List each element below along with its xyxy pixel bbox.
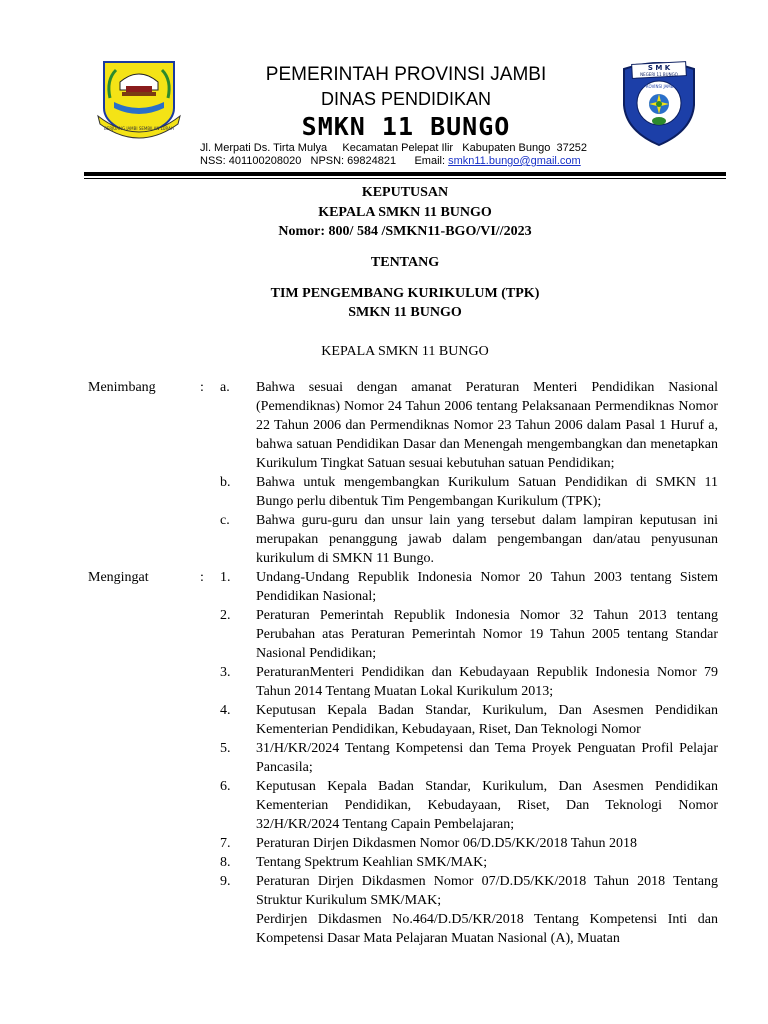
section-label bbox=[88, 511, 198, 568]
clause-row bbox=[88, 568, 718, 606]
clause-row bbox=[88, 777, 718, 834]
shield-top-text: S M K bbox=[647, 64, 671, 72]
smk-shield-logo-icon bbox=[620, 57, 698, 147]
clause-text: Keputusan Kepala Badan Standar, Kurikulum, Dan Asesmen Pendidikan Kementerian Pendidikan, Kebudayaan, Riset, Dan Teknologi Nomor 32/H/KR/2024 Tentang Capain Pembelajaran; bbox=[256, 779, 718, 832]
clause-text: Perdirjen Dikdasmen No.464/D.D5/KR/2018 Tentang Kompetensi Inti dan Kompetensi Dasar Mata Pelajaran Muatan Nasional (A), Muatan bbox=[256, 912, 718, 946]
clause-row bbox=[88, 663, 718, 701]
section-label bbox=[88, 606, 198, 663]
clause-row bbox=[88, 853, 718, 872]
government-name: PEMERINTAH PROVINSI JAMBI bbox=[265, 64, 547, 85]
clause-text: PeraturanMenteri Pendidikan dan Kebudayaan Republik Indonesia Nomor 79 Tahun 2014 Tentang Muatan Lokal Kurikulum 2013; bbox=[256, 665, 718, 699]
clause-text: Undang-Undang Republik Indonesia Nomor 20 Tahun 2003 tentang Sistem Pendidikan Nasional; bbox=[256, 570, 718, 604]
clause-number: 1. bbox=[220, 570, 231, 585]
recalling-section bbox=[88, 568, 718, 948]
section-label bbox=[88, 834, 198, 853]
clause-number: 6. bbox=[220, 779, 231, 794]
clause-text: Keputusan Kepala Badan Standar, Kurikulum, Dan Asesmen Pendidikan Kementerian Pendidikan, Kebudayaan, Riset, Dan Teknologi Nomor bbox=[256, 703, 718, 737]
section-label bbox=[88, 473, 198, 511]
school-contact bbox=[200, 155, 620, 168]
clause-text: 31/H/KR/2024 Tentang Kompetensi dan Tema Proyek Penguatan Profil Pelajar Pancasila; bbox=[256, 741, 718, 775]
clause-number: b. bbox=[220, 475, 231, 490]
section-label: Menimbang bbox=[88, 380, 156, 395]
section-colon bbox=[198, 606, 220, 663]
section-colon bbox=[198, 872, 220, 910]
decree-number: Nomor: 800/ 584 /SMKN11-BGO/VI//2023 bbox=[278, 224, 532, 239]
section-colon: : bbox=[200, 570, 204, 585]
decree-heading: KEPUTUSAN bbox=[361, 185, 449, 200]
shield-ring-text: PROVINSI JAMBI bbox=[643, 84, 675, 89]
clause-number: 7. bbox=[220, 836, 231, 851]
clause-row bbox=[88, 606, 718, 663]
clause-row bbox=[88, 701, 718, 739]
clause-number: c. bbox=[220, 513, 230, 528]
section-label bbox=[88, 739, 198, 777]
clause-row bbox=[88, 834, 718, 853]
section-colon bbox=[198, 853, 220, 872]
section-label bbox=[88, 777, 198, 834]
clause-row bbox=[88, 511, 718, 568]
clause-number: 3. bbox=[220, 665, 231, 680]
clause-number: 2. bbox=[220, 608, 231, 623]
clause-row bbox=[88, 910, 718, 948]
letterhead-rule-thick bbox=[84, 172, 726, 176]
section-label bbox=[88, 872, 198, 910]
decree-about: TENTANG bbox=[370, 255, 440, 270]
clause-number bbox=[220, 910, 256, 948]
section-label bbox=[88, 910, 198, 948]
section-colon bbox=[198, 511, 220, 568]
section-label bbox=[88, 853, 198, 872]
clause-row bbox=[88, 473, 718, 511]
clause-text: Bahwa guru-guru dan unsur lain yang tersebut dalam lampiran keputusan ini merupakan penanggung jawab dalam pengembangan dan/atau penyusunan kurikulum di SMKN 11 Bungo. bbox=[256, 513, 718, 566]
email-link[interactable]: smkn11.bungo@gmail.com bbox=[448, 155, 581, 167]
clause-text: Bahwa sesuai dengan amanat Peraturan Menteri Pendidikan Nasional (Pemendiknas) Nomor 24 Tahun 2006 tentang Pelaksanaan Permendiknas Nomor 22 Tahun 2006 dan Permendiknas Nomor 23 Tahun 2006 dalam Pasal 1 Huruf a, bahwa satuan Pendidikan Dasar dan Menengah mengembangkan dan menetapkan Kurikulum Tingkat Satuan sesuai kebutuhan satuan Pendidikan; bbox=[256, 380, 718, 471]
school-ids: NSS: 401100208020 NPSN: 69824821 bbox=[200, 155, 397, 167]
section-label bbox=[88, 701, 198, 739]
clause-text: Peraturan Dirjen Dikdasmen Nomor 07/D.D5/KK/2018 Tahun 2018 Tentang Struktur Kurikulum SMK/MAK; bbox=[256, 874, 718, 908]
email-label: Email: bbox=[414, 155, 449, 167]
jambi-province-emblem-icon bbox=[96, 56, 182, 142]
clause-text: Peraturan Pemerintah Republik Indonesia Nomor 32 Tahun 2013 tentang Perubahan atas Peraturan Pemerintah Nomor 19 Tahun 2005 tentang Standar Nasional Pendidikan; bbox=[256, 608, 718, 661]
clause-row bbox=[88, 739, 718, 777]
clause-row bbox=[88, 872, 718, 910]
considering-section bbox=[88, 378, 718, 568]
clause-number: a. bbox=[220, 380, 230, 395]
section-label bbox=[88, 663, 198, 701]
decree-issuer: KEPALA SMKN 11 BUNGO bbox=[318, 205, 492, 220]
section-colon bbox=[198, 777, 220, 834]
section-label: Mengingat bbox=[88, 570, 149, 585]
section-colon bbox=[198, 910, 220, 948]
school-name: SMKN 11 BUNGO bbox=[301, 112, 511, 141]
section-colon: : bbox=[200, 380, 204, 395]
section-colon bbox=[198, 739, 220, 777]
agency-name: DINAS PENDIDIKAN bbox=[320, 89, 492, 109]
clause-number: 9. bbox=[220, 874, 231, 889]
clause-text: Tentang Spektrum Keahlian SMK/MAK; bbox=[256, 855, 488, 870]
clause-number: 5. bbox=[220, 741, 231, 756]
clause-row bbox=[88, 378, 718, 473]
clause-text: Peraturan Dirjen Dikdasmen Nomor 06/D.D5/KK/2018 Tahun 2018 bbox=[256, 836, 637, 851]
clause-text: Bahwa untuk mengembangkan Kurikulum Satuan Pendidikan di SMKN 11 Bungo perlu dibentuk Tim Pengembangan Kurikulum (TPK); bbox=[256, 475, 718, 509]
decree-body bbox=[88, 378, 718, 948]
section-colon bbox=[198, 473, 220, 511]
letterhead bbox=[200, 64, 612, 142]
decree-subject-line-2: SMKN 11 BUNGO bbox=[348, 305, 462, 320]
section-colon bbox=[198, 834, 220, 853]
school-address: Jl. Merpati Ds. Tirta Mulya Kecamatan Pelepat Ilir Kabupaten Bungo 37252 bbox=[200, 142, 588, 154]
letterhead-rule-thin bbox=[84, 178, 726, 179]
clause-number: 4. bbox=[220, 703, 231, 718]
decree-subject-line-1: TIM PENGEMBANG KURIKULUM (TPK) bbox=[270, 286, 540, 301]
clause-number: 8. bbox=[220, 855, 231, 870]
section-colon bbox=[198, 663, 220, 701]
emblem-motto: BERJUANG JAMBI SEMBILAN LURAH bbox=[104, 126, 174, 131]
shield-mid-text: NEGERI 11 BUNGO bbox=[640, 72, 678, 77]
decree-authority: KEPALA SMKN 11 BUNGO bbox=[321, 344, 489, 359]
section-colon bbox=[198, 701, 220, 739]
